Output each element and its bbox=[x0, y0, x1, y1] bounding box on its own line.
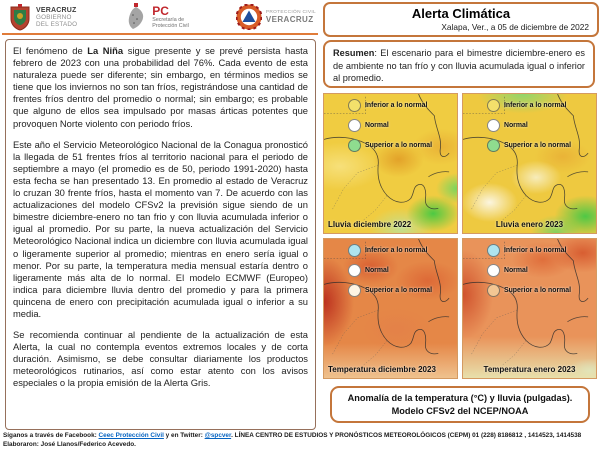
paragraph-recomendacion: Se recomienda continuar al pendiente de la actualización de esta Alerta, la cual no contempla eventos extremos locales y de corta duración. Asimismo, se debe consultar diariamente los productos meteorológicos rutinarios, así como estar atento con los avisos especiales o la propia emisión de la Alerta Gris. bbox=[13, 329, 308, 389]
map-title: Temperatura enero 2023 bbox=[483, 365, 576, 374]
map-title: Lluvia enero 2023 bbox=[495, 220, 564, 229]
map-legend bbox=[487, 244, 571, 297]
resumen-box bbox=[323, 40, 595, 88]
legend-label: Normal bbox=[365, 122, 389, 129]
map-legend bbox=[348, 99, 432, 152]
legend-dot-superior bbox=[487, 139, 500, 152]
legend-dot-normal bbox=[487, 119, 500, 132]
facebook-link[interactable]: Ceec Protección Civil bbox=[98, 432, 164, 439]
header-logos bbox=[8, 2, 316, 32]
logo-gobierno-veracruz bbox=[8, 4, 77, 31]
logo-pc-line2: Protección Civil bbox=[152, 22, 189, 29]
veracruz-coat-of-arms-icon bbox=[8, 4, 32, 31]
legend-dot-superior bbox=[348, 139, 361, 152]
legend-row bbox=[348, 139, 432, 152]
legend-dot-normal bbox=[487, 264, 500, 277]
body-text-box bbox=[5, 39, 316, 430]
legend-row bbox=[348, 284, 432, 297]
legend-label: Superior a lo normal bbox=[504, 142, 572, 149]
legend-dot-inferior bbox=[348, 99, 361, 112]
legend-label: Inferior a lo normal bbox=[504, 247, 567, 254]
legend-label: Superior a lo normal bbox=[504, 287, 572, 294]
legend-label: Normal bbox=[365, 267, 389, 274]
legend-label: Normal bbox=[504, 122, 528, 129]
legend-label: Inferior a lo normal bbox=[365, 102, 428, 109]
legend-row bbox=[487, 99, 571, 112]
logo-gobierno-text bbox=[36, 7, 77, 28]
page-title: Alerta Climática bbox=[411, 6, 511, 21]
p1-pre: El fenómeno de bbox=[13, 45, 88, 56]
footer-pre: Síganos a través de Facebook: bbox=[3, 432, 99, 439]
map-lluvia-diciembre-2022 bbox=[323, 93, 458, 234]
map-legend bbox=[487, 99, 571, 152]
footer-post: . LÍNEA CENTRO DE ESTUDIOS Y PRONÓSTICOS METEOROLÓGICOS (CEPM) 01 (228) 8186812 , 1414523, 1414538 bbox=[231, 432, 582, 439]
legend-dot-normal bbox=[348, 264, 361, 277]
proteccion-civil-emblem-icon bbox=[236, 4, 262, 30]
legend-row bbox=[487, 139, 571, 152]
legend-dot-inferior bbox=[348, 244, 361, 257]
logo-pc-line1: Secretaría de bbox=[152, 16, 185, 23]
logo-proteccion-civil-veracruz bbox=[236, 4, 316, 30]
caption-line1: Anomalía de la temperatura (°C) y lluvia (pulgadas). bbox=[347, 393, 573, 403]
resumen-label: Resumen bbox=[333, 48, 375, 58]
caption-line2: Modelo CFSv2 del NCEP/NOAA bbox=[391, 405, 529, 416]
legend-row bbox=[348, 119, 432, 132]
legend-dot-superior bbox=[487, 284, 500, 297]
legend-row bbox=[348, 244, 432, 257]
footer-line1 bbox=[3, 432, 598, 441]
logo-proteccion-civil-pc bbox=[124, 3, 189, 31]
map-title: Temperatura diciembre 2023 bbox=[328, 365, 436, 374]
legend-label: Inferior a lo normal bbox=[504, 102, 567, 109]
logo-emblema-line1: PROTECCIÓN CIVIL bbox=[265, 10, 316, 15]
logo-gobierno-line1: VERACRUZ bbox=[36, 6, 77, 14]
map-temperatura-diciembre bbox=[323, 238, 458, 379]
map-title: Lluvia diciembre 2022 bbox=[328, 220, 412, 229]
resumen-text: : El escenario para el bimestre diciembre-enero es de ambiente no tan frío y con lluvia acumulada igual o inferior al promedio. bbox=[333, 48, 585, 83]
date-line: Xalapa, Ver., a 05 de diciembre de 2022 bbox=[441, 22, 589, 32]
maps-caption-box bbox=[330, 386, 590, 423]
legend-dot-superior bbox=[348, 284, 361, 297]
footer-line2: Elaboraron: José Llanos/Federico Acevedo. bbox=[3, 440, 136, 448]
maps-grid bbox=[323, 93, 597, 380]
legend-label: Normal bbox=[504, 267, 528, 274]
legend-row bbox=[348, 99, 432, 112]
logo-gobierno-line2: GOBIERNO bbox=[36, 13, 72, 21]
footer-mid: y en Twitter: bbox=[163, 432, 205, 439]
veracruz-state-map-icon bbox=[124, 3, 148, 31]
title-box bbox=[323, 2, 599, 37]
map-temperatura-enero-2023 bbox=[462, 238, 597, 379]
legend-dot-normal bbox=[348, 119, 361, 132]
logo-emblema-text bbox=[266, 10, 316, 24]
legend-row bbox=[487, 264, 571, 277]
legend-dot-inferior bbox=[487, 244, 500, 257]
logo-gobierno-line3: DEL ESTADO bbox=[36, 20, 78, 28]
legend-dot-inferior bbox=[487, 99, 500, 112]
map-legend bbox=[348, 244, 432, 297]
map-lluvia-enero-2023 bbox=[462, 93, 597, 234]
logo-pc-abbr: PC bbox=[152, 3, 169, 18]
legend-row bbox=[487, 119, 571, 132]
legend-label: Superior a lo normal bbox=[365, 287, 433, 294]
p1-post: sigue presente y se prevé persista hasta febrero de 2023 con una probabilidad del 76%. Cada evento de esta naturaleza puede ser diferente; sin embargo, en términos medios se tiene que los inviernos no son tan fríos, registrándose una cantidad de frentes fríos dentro del promedio o normal; sin embargo; es probable que alguno de ellos sea impulsado por masas árticas potentes que provoquen Norte violento con periodo fríos. bbox=[13, 45, 308, 129]
p1-bold-la-nina: La Niña bbox=[87, 45, 124, 56]
footer bbox=[3, 432, 598, 449]
twitter-link[interactable]: @spcver bbox=[204, 432, 232, 439]
paragraph-la-nina bbox=[13, 45, 308, 130]
header-divider bbox=[2, 33, 318, 35]
logo-pc-text bbox=[152, 3, 189, 29]
legend-label: Superior a lo normal bbox=[365, 142, 433, 149]
legend-row bbox=[487, 244, 571, 257]
legend-row bbox=[487, 284, 571, 297]
logo-emblema-line2: VERACRUZ bbox=[265, 15, 314, 24]
legend-row bbox=[348, 264, 432, 277]
legend-label: Inferior a lo normal bbox=[365, 247, 428, 254]
paragraph-pronostico: Este año el Servicio Meteorológico Nacional de la Conagua pronosticó la llegada de 51 frentes fríos al territorio nacional para el periodo de septiembre a mayo (el promedio es de 50, periodo 1991-2020) hasta esta fecha se han presentado 13. En promedio al estado de Veracruz lo cruzan 30 frente fríos, hasta el momento van 7. De acuerdo con las actualizaciones del modelo CFSv2 la previsión sigue siendo de un bimestre diciembre-enero no tan frio y con lluvia acumulada inferior o igual al promedio. Por su parte, la nueva actualización del Servicio Meteorológico Nacional indica un diciembre con lluvia acumulada igual o ligeramente superior al promedio; mientras en enero sería igual o menor. Por su parte, la temperatura media mensual estaría dentro o ligeramente más alta de lo normal. El modelo ECMWF (Europeo) indica para diciembre lluvia dentro del promedio y para la primera quincena de enero con precipitación acumulada igual o inferior a su media. bbox=[13, 138, 308, 319]
